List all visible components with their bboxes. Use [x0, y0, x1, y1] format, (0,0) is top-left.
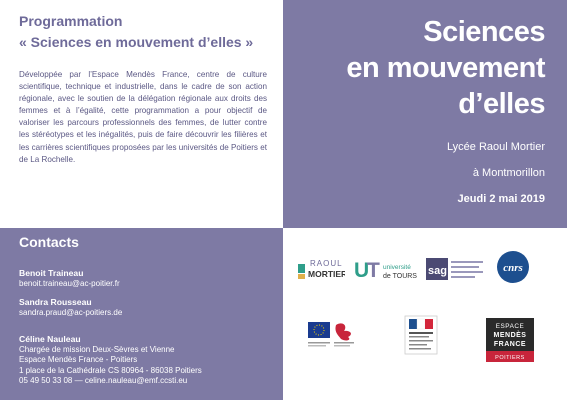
ut-emblem-icon: [354, 256, 420, 282]
event-venue: Lycée Raoul Mortier: [446, 141, 545, 153]
eu-region-logo: [308, 322, 356, 350]
programmation-title-line2: « Sciences en mouvement d’elles »: [19, 34, 254, 50]
emf-emblem-icon: [486, 318, 534, 362]
marianne-icon: [404, 315, 438, 355]
lycee-raoul-mortier-logo: [297, 255, 345, 281]
prefecture-logo: [404, 315, 438, 355]
contacts-heading: Contacts: [19, 234, 79, 250]
espace-mendes-france-logo: [486, 318, 534, 362]
event-title-line3: d’elles: [458, 88, 545, 120]
contact-address: 1 place de la Cathédrale CS 80964 - 86038 Poitiers: [19, 365, 202, 375]
emf-line1: ESPACE: [495, 323, 525, 330]
event-date: Jeudi 2 mai 2019: [457, 193, 545, 205]
contact-email-link[interactable]: benoit.traineau@ac-poitier.fr: [19, 278, 120, 288]
event-title-line2: en mouvement: [346, 52, 545, 84]
programmation-panel: [0, 0, 283, 228]
ut-tours-text: de TOURS: [383, 273, 417, 280]
sage-logo: [426, 258, 486, 280]
cnrs-logo: [496, 250, 530, 284]
contact-name: Sandra Rousseau: [19, 297, 92, 307]
contact-organization: Espace Mendès France - Poitiers: [19, 355, 138, 364]
programmation-description: Développée par l’Espace Mendès France, centre de culture scientifique, technique et industrielle, dans le cadre de son action régionale, avec le soutien de la délégation régionale aux droits des femmes et à l’égalité, cette programmation a pour objectif de valoriser les parcours professionnels des femmes, de lutter contre les stéréotypes et les inégalités, puis de faire découvrir les filières et les carrières scientifiques proposées par les universités de Poitiers et de La Rochelle.: [19, 70, 267, 164]
raoul-mortier-emblem-icon: [297, 255, 345, 281]
contact-email-link[interactable]: sandra.praud@ac-poitiers.de: [19, 307, 123, 317]
contact-card: [19, 297, 122, 318]
cnrs-emblem-icon: [496, 250, 530, 284]
partner-logos-panel: [283, 228, 567, 400]
event-title-line1: Sciences: [423, 16, 545, 48]
event-title-panel: [283, 0, 567, 228]
contacts-panel: [0, 228, 283, 400]
sage-emblem-icon: [426, 258, 486, 280]
contact-name: Céline Nauleau: [19, 334, 81, 344]
programmation-title: [19, 11, 253, 53]
ut-universite-text: université: [383, 264, 411, 271]
sage-letters: sag: [428, 265, 447, 277]
contact-card: [19, 268, 120, 289]
cnrs-text: cnrs: [503, 262, 523, 274]
universite-de-tours-logo: [354, 256, 420, 282]
emf-line2: MENDÈS: [493, 332, 527, 339]
contact-name: Benoit Traineau: [19, 268, 84, 278]
programmation-title-line1: Programmation: [19, 13, 123, 29]
emf-line4: POITIERS: [495, 355, 525, 361]
event-city: à Montmorillon: [472, 167, 545, 179]
svg-text:T: T: [367, 259, 380, 282]
raoul-text: RAOUL: [310, 259, 343, 268]
contact-card: [19, 334, 202, 387]
emf-line3: FRANCE: [493, 341, 527, 348]
contact-phone-email[interactable]: 05 49 50 33 08 — celine.nauleau@emf.ccsti.eu: [19, 376, 188, 385]
svg-text:U: U: [354, 259, 370, 282]
contact-role: Chargée de mission Deux-Sèvres et Vienne: [19, 344, 175, 354]
eu-flag-icon: [308, 322, 356, 350]
mortier-text: MORTIER: [308, 269, 345, 279]
